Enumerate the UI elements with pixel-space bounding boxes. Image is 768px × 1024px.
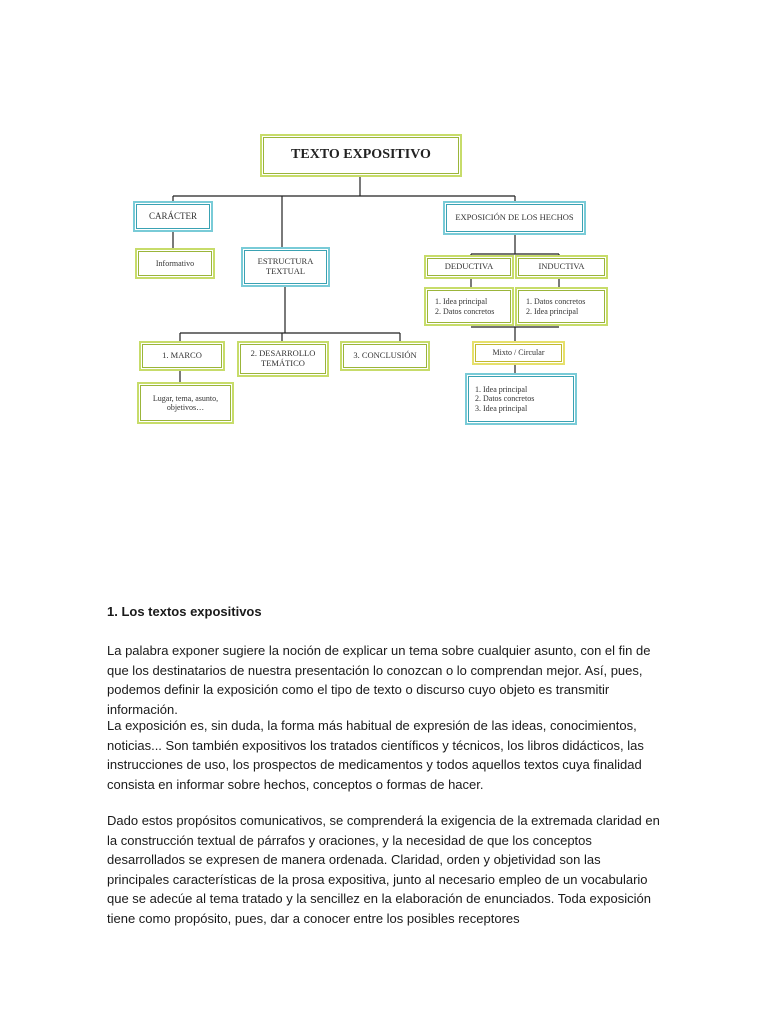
- deductiva-label: DEDUCTIVA: [444, 261, 494, 272]
- mixto-label: Mixto / Circular: [492, 348, 545, 358]
- mixto-box: [472, 341, 565, 365]
- estructura-box: [241, 247, 330, 287]
- paragraph-2: La exposición es, sin duda, la forma más habitual de expresión de las ideas, conocimientos, noticias... Son también expositivos los tratados científicos y técnicos, los libros didácticos, las instrucciones de uso, los prospectos de medicamentos y todos aquellos textos cuya finalidad consista en informar sobre hechos, conceptos o formas de hacer.: [107, 718, 644, 792]
- section-heading: 1. Los textos expositivos: [107, 604, 262, 619]
- inductiva-box: [515, 255, 608, 279]
- mixto-item-3: 3. Idea principal: [475, 403, 528, 413]
- inductiva-item-2: 2. Idea principal: [526, 306, 579, 316]
- desarrollo-box: [237, 341, 329, 377]
- exposicion-label: EXPOSICIÓN DE LOS HECHOS: [455, 212, 574, 223]
- marco-label: 1. MARCO: [162, 350, 202, 361]
- mixto-list-box: [465, 373, 577, 425]
- title-label: TEXTO EXPOSITIVO: [291, 147, 431, 163]
- marco-box: [139, 341, 225, 371]
- conclusion-box: [340, 341, 430, 371]
- title-box: [260, 134, 462, 177]
- caracter-box: [133, 201, 213, 232]
- deductiva-box: [424, 255, 514, 279]
- estructura-label: ESTRUCTURA TEXTUAL: [257, 256, 314, 276]
- marco-detail-box: [137, 382, 234, 424]
- desarrollo-label: 2. DESARROLLO TEMÁTICO: [250, 348, 316, 368]
- informativo-label: Informativo: [155, 258, 195, 268]
- inductiva-list-box: [515, 287, 608, 326]
- deductiva-item-1: 1. Idea principal: [435, 297, 488, 307]
- mixto-item-2: 2. Datos concretos: [475, 394, 535, 404]
- inductiva-item-1: 1. Datos concretos: [526, 297, 586, 307]
- mixto-item-1: 1. Idea principal: [475, 385, 528, 395]
- paragraph-3: Dado estos propósitos comunicativos, se comprenderá la exigencia de la extremada claridad en la construcción textual de párrafos y oraciones, y la necesidad de que los conceptos desarrollados se expresen de manera ordenada. Claridad, orden y objetividad son las principales características de la prosa expositiva, junto al necesario empleo de un vocabulario que se adecúe al tema tratado y la sencillez en la elaboración de enunciados. Toda exposición tiene como propósito, pues, dar a conocer entre los posibles receptores: [107, 813, 660, 926]
- conclusion-label: 3. CONCLUSIÓN: [353, 350, 417, 361]
- paragraph-1: La palabra exponer sugiere la noción de explicar un tema sobre cualquier asunto, con el fin de que los destinatarios de nuestra presentación lo conozcan o lo comprendan mejor. Así, pues, podemos definir la exposición como el tipo de texto o discurso cuyo objeto es transmitir información.: [107, 643, 651, 717]
- exposicion-box: [443, 201, 586, 235]
- informativo-box: [135, 248, 215, 279]
- inductiva-label: INDUCTIVA: [538, 261, 585, 272]
- concept-map-diagram: [128, 128, 588, 428]
- deductiva-item-2: 2. Datos concretos: [435, 306, 495, 316]
- marco-detail-label: Lugar, tema, asunto, objetivos…: [152, 393, 219, 412]
- caracter-label: CARÁCTER: [148, 211, 197, 222]
- deductiva-list-box: [424, 287, 514, 326]
